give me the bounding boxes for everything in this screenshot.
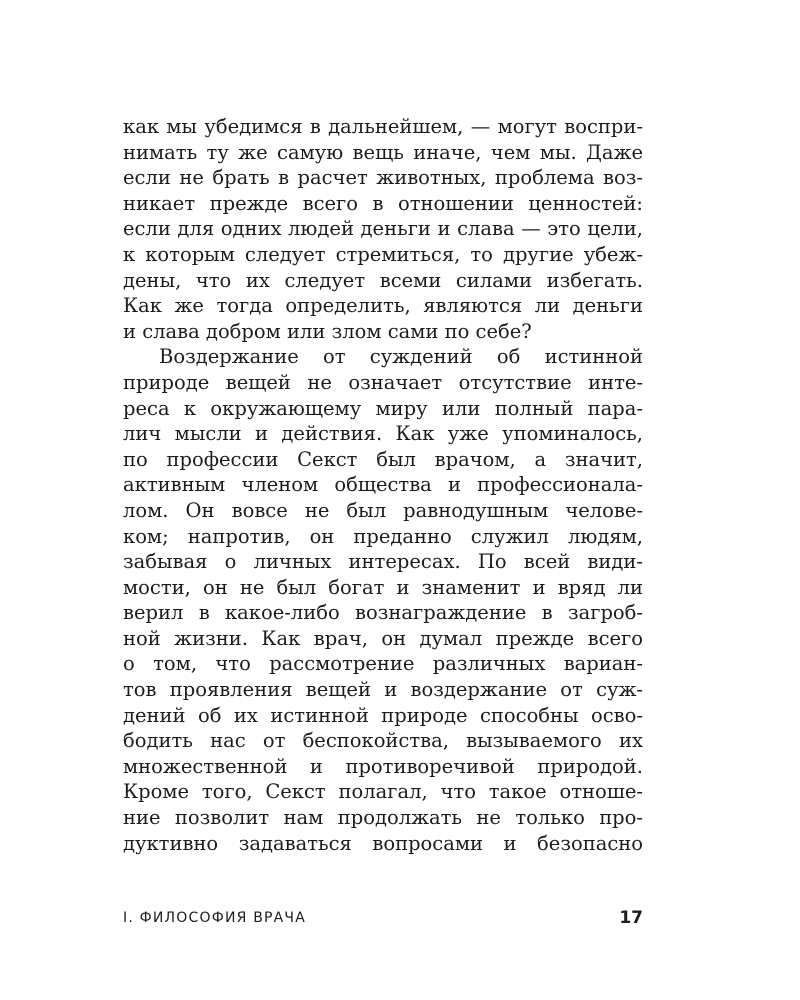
text-line: дены, что их следует всеми силами избегать.: [123, 268, 643, 292]
text-line: бодить нас от беспокойства, вызываемого их: [123, 729, 643, 753]
text-line: нимать ту же самую вещь иначе, чем мы. Даже: [123, 140, 643, 164]
text-line: реса к окружающему миру или полный пара-: [123, 396, 643, 420]
text-line: забывая о личных интересах. По всей види-: [123, 550, 643, 574]
page-number: 17: [619, 908, 643, 928]
text-line: Кроме того, Секст полагал, что такое отноше-: [123, 780, 643, 804]
text-line: к которым следует стремиться, то другие убеж-: [123, 242, 643, 266]
text-line: о том, что рассмотрение различных вариан-: [123, 652, 643, 676]
text-line: ние позволит нам продолжать не только про-: [123, 806, 643, 830]
text-line: верил в какое-либо вознаграждение в загроб-: [123, 601, 643, 625]
paragraph: [123, 114, 643, 344]
text-line: тов проявления вещей и воздержание от суж-: [123, 678, 643, 702]
text-line: активным членом общества и профессионала-: [123, 473, 643, 497]
text-line: Как же тогда определить, являются ли деньги: [123, 294, 643, 318]
text-line: по профессии Секст был врачом, а значит,: [123, 447, 643, 471]
text-line: дуктивно задаваться вопросами и безопасно: [123, 831, 643, 855]
text-line: дений об их истинной природе способны осво-: [123, 703, 643, 727]
text-line: ком; напротив, он преданно служил людям,: [123, 524, 643, 548]
page-footer: [123, 906, 643, 930]
text-line: и слава добром или злом сами по себе?: [123, 319, 532, 343]
text-line: если не брать в расчет животных, проблема воз-: [123, 166, 643, 190]
text-line: никает прежде всего в отношении ценностей:: [123, 191, 643, 215]
text-line: мости, он не был богат и знаменит и вряд ли: [123, 575, 643, 599]
text-line: как мы убедимся в дальнейшем, — могут воспри-: [123, 115, 643, 138]
text-line: Воздержание от суждений об истинной: [159, 345, 643, 369]
text-line: если для одних людей деньги и слава — это цели,: [123, 217, 643, 241]
chapter-title: I. ФИЛОСОФИЯ ВРАЧА: [123, 910, 306, 926]
text-line: природе вещей не означает отсутствие инте-: [123, 370, 643, 394]
body-text: [123, 114, 643, 856]
text-line: множественной и противоречивой природой.: [123, 754, 643, 778]
text-line: ной жизни. Как врач, он думал прежде всего: [123, 626, 643, 650]
text-line: лом. Он вовсе не был равнодушным челове-: [123, 498, 643, 522]
paragraph: [123, 344, 643, 856]
text-line: лич мысли и действия. Как уже упоминалось,: [123, 422, 643, 446]
